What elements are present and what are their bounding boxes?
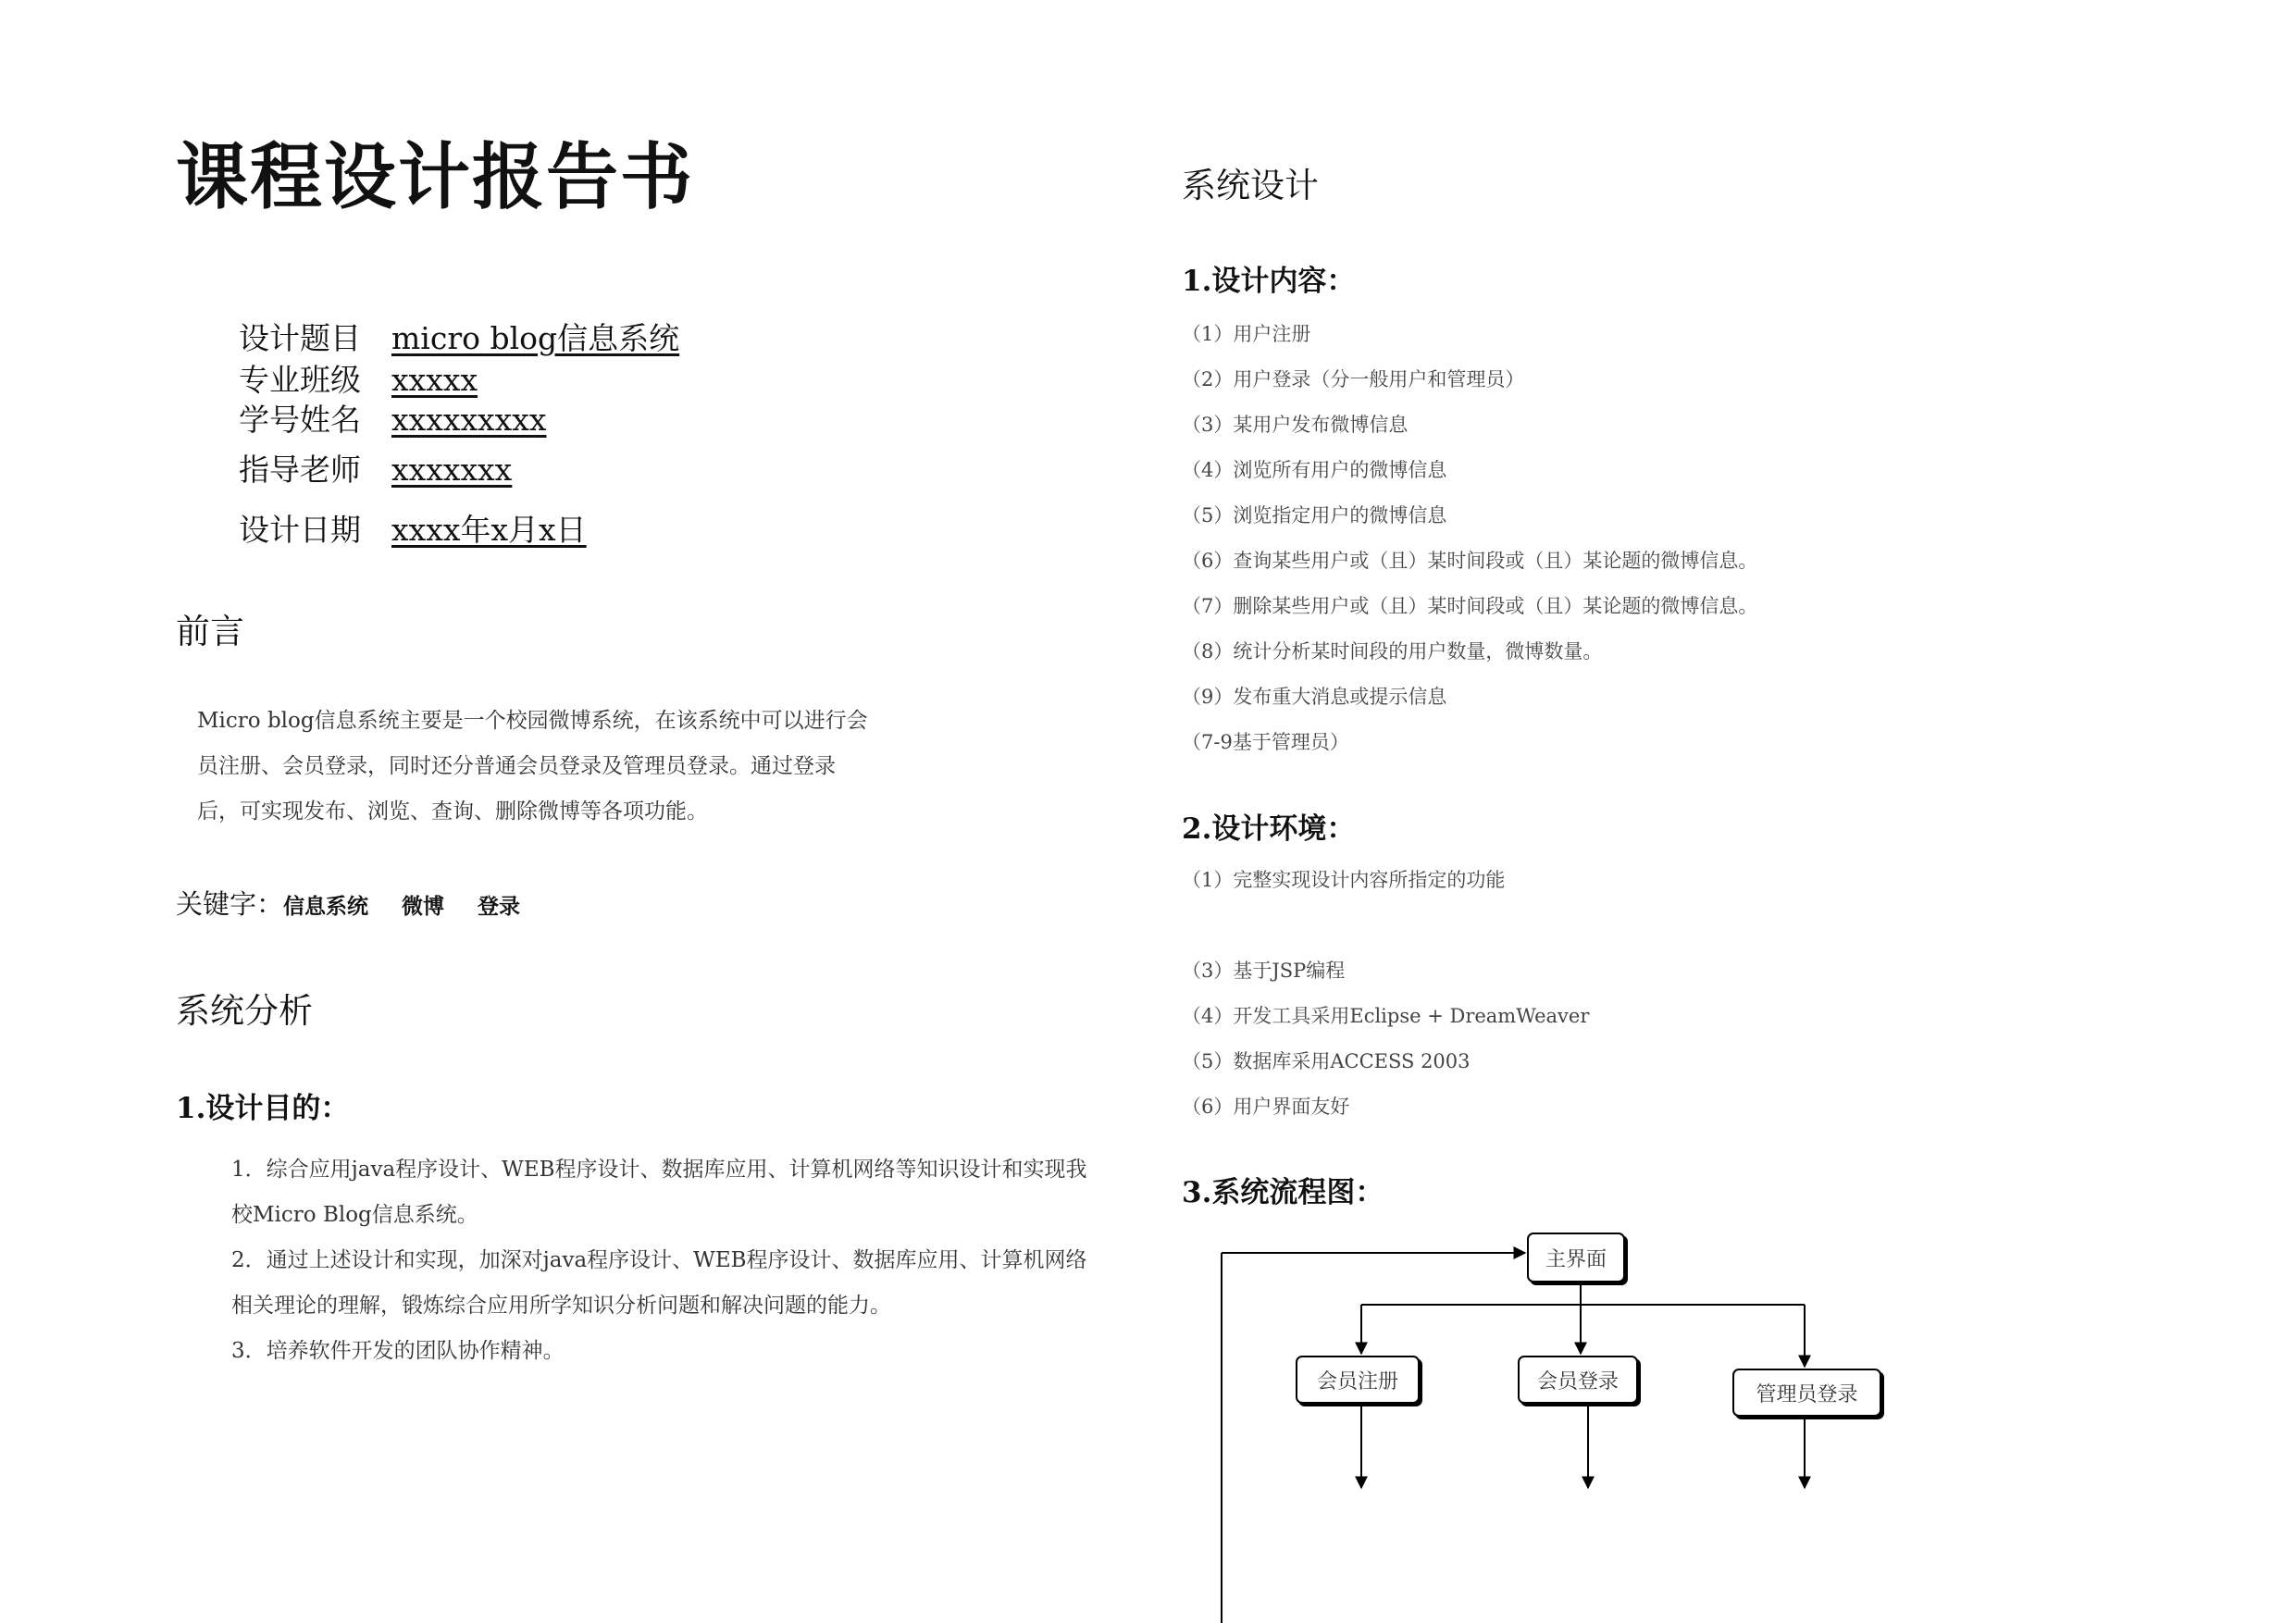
- keyword: 微博: [402, 894, 445, 919]
- keywords-label: 关键字：: [176, 888, 284, 920]
- info-label: 专业班级: [239, 362, 361, 398]
- info-value: xxxx年x月x日: [391, 512, 587, 548]
- goal-heading: 1.设计目的：: [176, 1092, 350, 1125]
- goal-item: 1．综合应用java程序设计、WEB程序设计、数据库应用、计算机网络等知识设计和实现我校Micro Blog信息系统。: [231, 1158, 1087, 1227]
- flow-node-login: 会员登录: [1518, 1356, 1638, 1404]
- content-item: （9）发布重大消息或提示信息: [1182, 686, 1447, 708]
- content-item: （3）某用户发布微博信息: [1182, 414, 1409, 436]
- keywords-line: [176, 884, 553, 922]
- content-item: （7-9基于管理员）: [1182, 731, 1349, 753]
- info-label: 设计题目: [239, 320, 361, 356]
- content-list: [1182, 312, 1757, 765]
- content-item: （7）删除某些用户或（且）某时间段或（且）某论题的微博信息。: [1182, 595, 1758, 617]
- content-heading: 1.设计内容：: [1182, 265, 1356, 298]
- info-row-topic: [239, 315, 679, 358]
- flow-node-main: 主界面: [1527, 1233, 1625, 1282]
- env-item: （3）基于JSP编程: [1182, 960, 1346, 982]
- content-item: （8）统计分析某时间段的用户数量，微博数量。: [1182, 640, 1603, 663]
- preface-text: Micro blog信息系统主要是一个校园微博系统，在该系统中可以进行会员注册、会员登录，同时还分普通会员登录及管理员登录。通过登录后，可实现发布、浏览、查询、删除微博等各项功能。: [197, 709, 868, 824]
- info-label: 设计日期: [239, 512, 361, 548]
- env-heading: 2.设计环境：: [1182, 812, 1356, 846]
- content-item: （6）查询某些用户或（且）某时间段或（且）某论题的微博信息。: [1182, 550, 1758, 572]
- env-item: （4）开发工具采用Eclipse + DreamWeaver: [1182, 1005, 1590, 1027]
- env-item: （5）数据库采用ACCESS 2003: [1182, 1050, 1471, 1072]
- content-item: （5）浏览指定用户的微博信息: [1182, 504, 1447, 527]
- flow-node-register: 会员注册: [1296, 1356, 1420, 1404]
- content-item: （1）用户注册: [1182, 323, 1311, 345]
- flow-node-admin-login: 管理员登录: [1732, 1369, 1881, 1417]
- goal-list: [231, 1147, 1101, 1374]
- info-row-date: [239, 506, 587, 550]
- flow-heading: 3.系统流程图：: [1182, 1176, 1384, 1209]
- info-value: micro blog信息系统: [391, 320, 680, 356]
- info-row-class: [239, 356, 478, 400]
- env-item: （1）完整实现设计内容所指定的功能: [1182, 869, 1506, 891]
- info-value: xxxxxxx: [391, 452, 513, 488]
- analysis-heading: 系统分析: [176, 991, 313, 1031]
- document-title: 课程设计报告书: [176, 136, 695, 219]
- keyword: 登录: [478, 894, 521, 919]
- goal-item: 3．培养软件开发的团队协作精神。: [231, 1339, 565, 1363]
- keyword: 信息系统: [283, 894, 369, 919]
- info-row-student: [239, 396, 547, 440]
- env-list: [1182, 858, 1589, 1130]
- content-item: （2）用户登录（分一般用户和管理员）: [1182, 368, 1525, 390]
- env-item: （6）用户界面友好: [1182, 1096, 1350, 1118]
- info-value: xxxxxxxxx: [391, 402, 547, 438]
- preface-heading: 前言: [176, 612, 244, 651]
- info-value: xxxxx: [391, 362, 478, 398]
- goal-item: 2．通过上述设计和实现，加深对java程序设计、WEB程序设计、数据库应用、计算机网络相关理论的理解，锻炼综合应用所学知识分析问题和解决问题的能力。: [231, 1248, 1087, 1318]
- design-heading: 系统设计: [1182, 166, 1319, 205]
- info-label: 学号姓名: [239, 402, 361, 438]
- content-item: （4）浏览所有用户的微博信息: [1182, 459, 1447, 481]
- info-row-advisor: [239, 446, 512, 489]
- info-label: 指导老师: [239, 452, 361, 488]
